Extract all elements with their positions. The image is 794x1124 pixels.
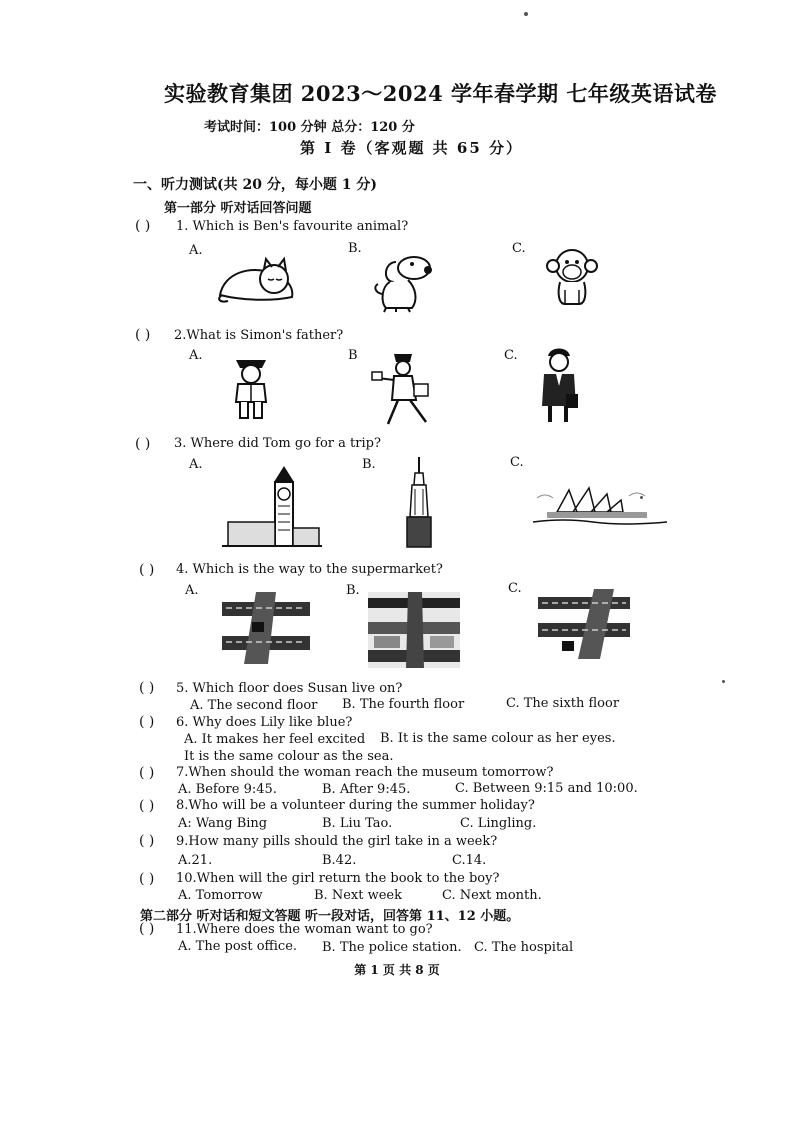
option-label-a: A. bbox=[189, 457, 203, 472]
map-a-icon[interactable] bbox=[222, 592, 310, 664]
option-label-c: C. bbox=[512, 241, 526, 256]
scan-speck bbox=[722, 680, 725, 683]
option-label-a: A. bbox=[185, 583, 199, 598]
police-officer-icon[interactable] bbox=[228, 350, 274, 422]
page-footer: 第 1 页 共 8 页 bbox=[354, 963, 440, 977]
map-c-icon[interactable] bbox=[538, 589, 630, 659]
monkey-icon[interactable] bbox=[543, 246, 601, 308]
exam-meta: 考试时间：100 分钟 总分：120 分 bbox=[204, 120, 415, 135]
option-b: B. Next week bbox=[314, 888, 402, 903]
question-text: 8.Who will be a volunteer during the summer holiday? bbox=[176, 798, 535, 813]
option-b: B. The police station. bbox=[322, 940, 462, 955]
question-text: 9.How many pills should the girl take in a week? bbox=[176, 834, 498, 849]
option-label-b: B bbox=[348, 348, 358, 363]
map-b-icon[interactable] bbox=[368, 592, 460, 668]
option-c: C. Next month. bbox=[442, 888, 542, 903]
option-label-c: C. bbox=[508, 581, 522, 596]
question-text: 6. Why does Lily like blue? bbox=[176, 715, 353, 730]
businessman-icon[interactable] bbox=[536, 346, 582, 426]
option-b: B. After 9:45. bbox=[322, 782, 411, 797]
answer-blank[interactable]: ( ) bbox=[139, 680, 155, 696]
option-a: A. Before 9:45. bbox=[178, 782, 277, 797]
answer-blank[interactable]: ( ) bbox=[139, 833, 155, 849]
answer-blank[interactable]: ( ) bbox=[139, 921, 155, 937]
answer-blank[interactable]: ( ) bbox=[135, 218, 151, 234]
scan-speck bbox=[524, 12, 528, 16]
option-label-b: B. bbox=[348, 241, 362, 256]
postman-icon[interactable] bbox=[370, 348, 436, 428]
answer-blank[interactable]: ( ) bbox=[139, 765, 155, 781]
section-title: 一、听力测试(共 20 分，每小题 1 分) bbox=[133, 177, 377, 193]
dog-icon[interactable] bbox=[372, 252, 442, 314]
option-c: C. Between 9:15 and 10:00. bbox=[455, 781, 638, 796]
question-text: 7.When should the woman reach the museum tomorrow? bbox=[176, 765, 554, 780]
big-ben-icon[interactable] bbox=[222, 462, 322, 550]
answer-blank[interactable]: ( ) bbox=[135, 436, 151, 452]
cat-icon[interactable] bbox=[214, 255, 300, 305]
question-text: 11.Where does the woman want to go? bbox=[176, 922, 433, 937]
option-a: A. The post office. bbox=[178, 939, 298, 954]
option-a: A. The second floor bbox=[190, 698, 318, 713]
option-b: B.42. bbox=[322, 853, 357, 868]
question-text: 10.When will the girl return the book to the boy? bbox=[176, 871, 500, 886]
part2-title: 第二部分 听对话和短文答题 听一段对话，回答第 11、12 小题。 bbox=[140, 909, 520, 924]
option-label-a: A. bbox=[189, 348, 203, 363]
option-c: C.14. bbox=[452, 853, 487, 868]
subsection-title: 第一部分 听对话回答问题 bbox=[164, 201, 312, 216]
option-label-b: B. bbox=[362, 457, 376, 472]
option-a: A.21. bbox=[178, 853, 213, 868]
answer-blank[interactable]: ( ) bbox=[135, 327, 151, 343]
question-text: 2.What is Simon's father? bbox=[174, 328, 344, 343]
option-label-b: B. bbox=[346, 583, 360, 598]
option-c: C. Lingling. bbox=[460, 816, 537, 831]
option-b: B. Liu Tao. bbox=[322, 816, 393, 831]
question-text: 1. Which is Ben's favourite animal? bbox=[176, 219, 409, 234]
option-label-c: C. bbox=[504, 348, 518, 363]
option-a: A: Wang Bing bbox=[178, 816, 268, 831]
option-label-a: A. bbox=[189, 243, 203, 258]
answer-blank[interactable]: ( ) bbox=[139, 714, 155, 730]
option-a: A. It makes her feel excited bbox=[184, 732, 366, 747]
part-title: 第 Ⅰ 卷（客观题 共 65 分） bbox=[300, 139, 524, 157]
option-b: B. The fourth floor bbox=[342, 697, 465, 712]
exam-title: 实验教育集团 2023～2024 学年春学期 七年级英语试卷 bbox=[164, 81, 717, 106]
answer-blank[interactable]: ( ) bbox=[139, 871, 155, 887]
question-text: 4. Which is the way to the supermarket? bbox=[176, 562, 443, 577]
option-c: C. The sixth floor bbox=[506, 696, 620, 711]
question-text: 3. Where did Tom go for a trip? bbox=[174, 436, 381, 451]
scan-speck bbox=[640, 496, 643, 499]
option-c: C. The hospital bbox=[474, 940, 574, 955]
option-c: It is the same colour as the sea. bbox=[184, 749, 394, 764]
question-text: 5. Which floor does Susan live on? bbox=[176, 681, 403, 696]
sydney-opera-house-icon[interactable] bbox=[533, 484, 667, 528]
answer-blank[interactable]: ( ) bbox=[139, 798, 155, 814]
empire-state-building-icon[interactable] bbox=[404, 457, 434, 549]
option-label-c: C. bbox=[510, 455, 524, 470]
option-b: B. It is the same colour as her eyes. bbox=[380, 731, 616, 746]
option-a: A. Tomorrow bbox=[178, 888, 263, 903]
answer-blank[interactable]: ( ) bbox=[139, 562, 155, 578]
